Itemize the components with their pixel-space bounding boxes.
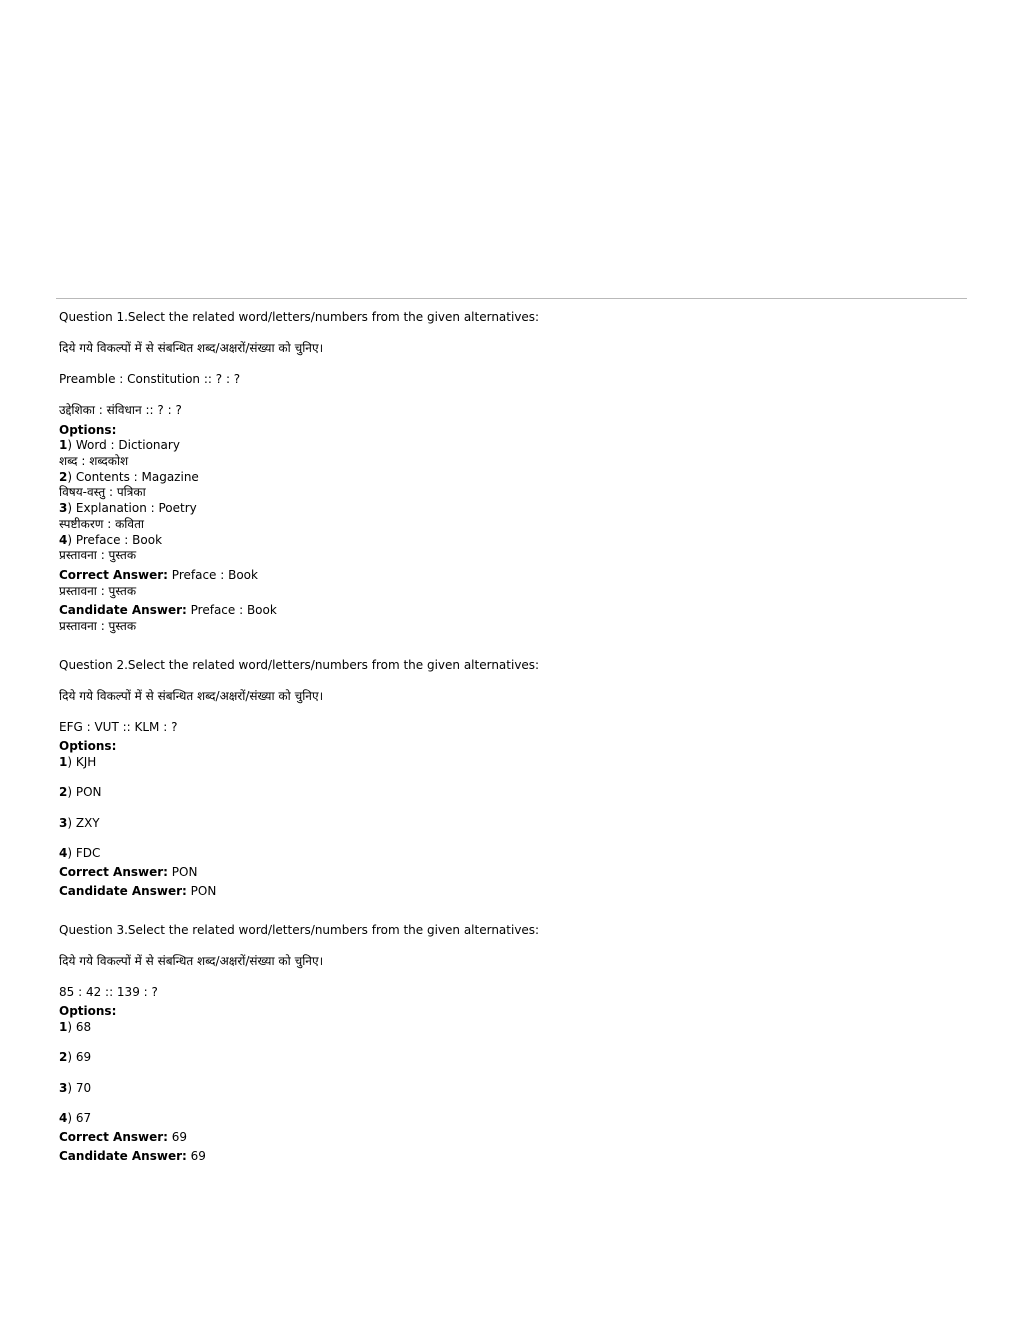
option-item: 4) FDC [59, 846, 101, 860]
options-label: Options: [59, 739, 117, 753]
option-number: 3 [59, 816, 68, 830]
option-text: 70 [75, 1081, 92, 1095]
candidate-answer-label: Candidate Answer: [59, 603, 187, 617]
option-text-hindi: स्पष्टीकरण : कविता [59, 517, 145, 531]
option-number: 3 [59, 1081, 68, 1095]
candidate-answer-value: PON [190, 884, 217, 898]
option-item: 1) 68 [59, 1020, 92, 1034]
question-prompt: 85 : 42 :: 139 : ? [59, 985, 158, 999]
option-number: 1 [59, 1020, 68, 1034]
candidate-answer [59, 884, 216, 899]
correct-answer-value: Preface : Book [171, 568, 258, 582]
option-item: 2) Contents : Magazine [59, 470, 199, 484]
option-item: 1) KJH [59, 755, 97, 769]
option-item: 3) ZXY [59, 816, 100, 830]
correct-answer-hindi: प्रस्तावना : पुस्तक [59, 584, 137, 598]
option-text: Preface : Book [75, 533, 163, 547]
correct-answer [59, 1130, 187, 1145]
option-number: 4 [59, 1111, 68, 1125]
candidate-answer-value: Preface : Book [190, 603, 277, 617]
candidate-answer [59, 1149, 206, 1164]
question-text-hindi: दिये गये विकल्पों में से संबन्धित शब्द/अक्षरों/संख्या को चुनिए। [59, 954, 324, 968]
question-prompt: EFG : VUT :: KLM : ? [59, 720, 178, 734]
option-text: Explanation : Poetry [75, 501, 197, 515]
option-text: FDC [75, 846, 101, 860]
option-text: 68 [75, 1020, 92, 1034]
question-text: Question 3.Select the related word/letters/numbers from the given alternatives: [59, 923, 540, 937]
question-prompt: Preamble : Constitution :: ? : ? [59, 372, 241, 386]
correct-answer [59, 568, 258, 583]
candidate-answer [59, 603, 277, 618]
option-text: KJH [75, 755, 97, 769]
option-item: 3) Explanation : Poetry [59, 501, 197, 515]
option-number: 3 [59, 501, 68, 515]
option-text: 67 [75, 1111, 92, 1125]
option-number: 2 [59, 470, 68, 484]
option-text: 69 [75, 1050, 92, 1064]
option-item: 4) 67 [59, 1111, 92, 1125]
option-item: 3) 70 [59, 1081, 92, 1095]
question-text-hindi: दिये गये विकल्पों में से संबन्धित शब्द/अक्षरों/संख्या को चुनिए। [59, 341, 324, 355]
option-text: ZXY [75, 816, 100, 830]
option-number: 4 [59, 846, 68, 860]
correct-answer-value: 69 [171, 1130, 188, 1144]
correct-answer-label: Correct Answer: [59, 865, 168, 879]
option-number: 4 [59, 533, 68, 547]
option-item: 1) Word : Dictionary [59, 438, 180, 452]
candidate-answer-hindi: प्रस्तावना : पुस्तक [59, 619, 137, 633]
option-text: Word : Dictionary [75, 438, 180, 452]
question-text: Question 2.Select the related word/letters/numbers from the given alternatives: [59, 658, 540, 672]
options-label: Options: [59, 1004, 117, 1018]
correct-answer-value: PON [171, 865, 198, 879]
correct-answer [59, 865, 197, 880]
option-number: 1 [59, 438, 68, 452]
correct-answer-label: Correct Answer: [59, 1130, 168, 1144]
section-divider [56, 298, 967, 299]
option-number: 1 [59, 755, 68, 769]
option-text-hindi: विषय-वस्तु : पत्रिका [59, 485, 146, 499]
question-text: Question 1.Select the related word/letters/numbers from the given alternatives: [59, 310, 540, 324]
question-prompt-hindi: उद्देशिका : संविधान :: ? : ? [59, 403, 182, 417]
option-item: 2) 69 [59, 1050, 92, 1064]
candidate-answer-value: 69 [190, 1149, 206, 1163]
option-number: 2 [59, 1050, 68, 1064]
candidate-answer-label: Candidate Answer: [59, 1149, 187, 1163]
option-text: PON [75, 785, 102, 799]
option-text-hindi: शब्द : शब्दकोश [59, 454, 129, 468]
option-number: 2 [59, 785, 68, 799]
question-text-hindi: दिये गये विकल्पों में से संबन्धित शब्द/अक्षरों/संख्या को चुनिए। [59, 689, 324, 703]
correct-answer-label: Correct Answer: [59, 568, 168, 582]
option-item: 2) PON [59, 785, 102, 799]
option-text-hindi: प्रस्तावना : पुस्तक [59, 548, 137, 562]
options-label: Options: [59, 423, 117, 437]
candidate-answer-label: Candidate Answer: [59, 884, 187, 898]
option-item: 4) Preface : Book [59, 533, 163, 547]
option-text: Contents : Magazine [75, 470, 199, 484]
